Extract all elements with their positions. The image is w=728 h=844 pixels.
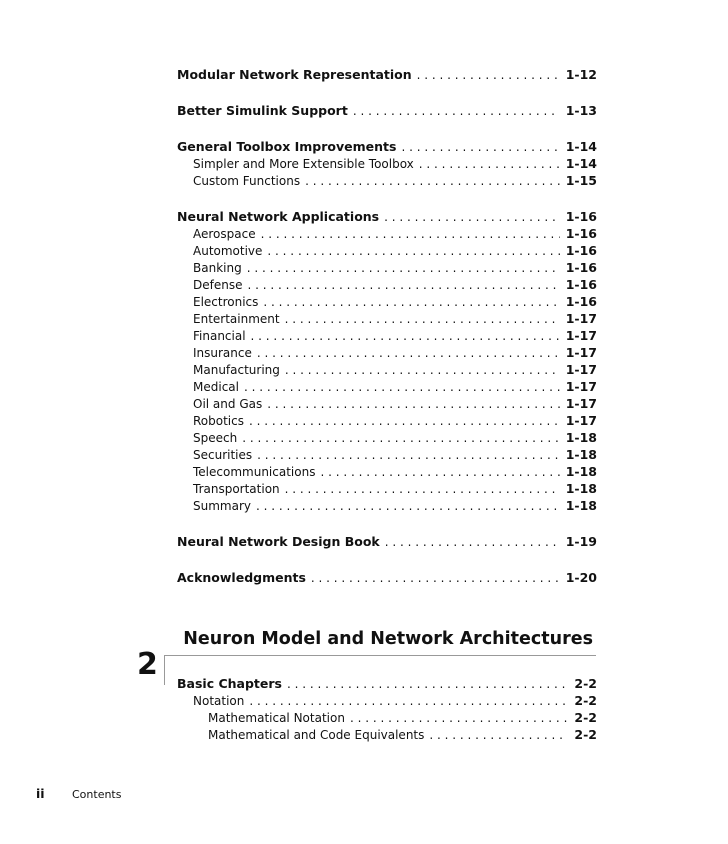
toc-entry-title: Neural Network Design Book — [177, 534, 380, 549]
toc-entry-page: 1-17 — [565, 328, 597, 343]
dot-leader — [242, 430, 560, 447]
toc-entry-title: Banking — [193, 261, 242, 275]
toc-entry-title: Mathematical Notation — [208, 711, 345, 725]
toc-entry-title: Electronics — [193, 295, 259, 309]
dot-leader — [247, 260, 560, 277]
toc-entry-title: Transportation — [193, 482, 280, 496]
toc-entry-title: Medical — [193, 380, 239, 394]
toc-entry-page: 1-19 — [565, 534, 597, 549]
toc-entry-page: 1-16 — [565, 277, 597, 292]
dot-leader — [350, 710, 568, 727]
toc-group — [177, 533, 597, 550]
toc-group — [177, 569, 597, 586]
dot-leader — [285, 362, 560, 379]
toc-entry[interactable] — [177, 361, 597, 378]
toc-entry-page: 1-16 — [565, 294, 597, 309]
toc-entry-title: Insurance — [193, 346, 252, 360]
dot-leader — [263, 294, 559, 311]
toc-entry[interactable] — [177, 395, 597, 412]
toc-entry-page: 1-12 — [565, 67, 597, 82]
dot-leader — [249, 413, 560, 430]
toc-entry[interactable] — [177, 446, 597, 463]
toc-entry-title: Notation — [193, 694, 245, 708]
toc-entry-title: Better Simulink Support — [177, 103, 348, 118]
toc-group — [177, 102, 597, 119]
toc-entry-title: Securities — [193, 448, 253, 462]
chapter-rule-horizontal — [164, 655, 596, 656]
toc-entry-title: Aerospace — [193, 227, 256, 241]
toc-entry-page: 2-2 — [574, 710, 597, 725]
toc-entry[interactable] — [177, 242, 597, 259]
dot-leader — [251, 328, 560, 345]
toc-entry-page: 1-18 — [565, 481, 597, 496]
toc-entry-title: Mathematical and Code Equivalents — [208, 728, 425, 742]
dot-leader — [256, 498, 560, 515]
toc-group — [177, 138, 597, 189]
toc-entry[interactable] — [177, 692, 597, 709]
toc-entry-page: 1-18 — [565, 464, 597, 479]
toc-entry-title: Acknowledgments — [177, 570, 306, 585]
footer-page-number: ii — [36, 786, 45, 801]
dot-leader — [244, 379, 560, 396]
toc-entry-page: 1-16 — [565, 226, 597, 241]
toc-entry[interactable] — [177, 138, 597, 155]
toc-entry[interactable] — [177, 480, 597, 497]
toc-entry-title: Basic Chapters — [177, 676, 282, 691]
toc-entry-title: Defense — [193, 278, 243, 292]
dot-leader — [257, 447, 560, 464]
toc-entry-page: 1-16 — [565, 209, 597, 224]
toc-entry-page: 1-13 — [565, 103, 597, 118]
toc-entry-title: Neural Network Applications — [177, 209, 380, 224]
toc-entry-page: 1-18 — [565, 430, 597, 445]
toc-entry-title: Telecommunications — [193, 465, 316, 479]
toc-entry-page: 1-17 — [565, 413, 597, 428]
dot-leader — [320, 464, 559, 481]
dot-leader — [401, 139, 559, 156]
toc-entry-page: 1-14 — [565, 156, 597, 171]
toc-entry-page: 1-14 — [565, 139, 597, 154]
toc-entry-title: Custom Functions — [193, 174, 301, 188]
toc-entry[interactable] — [177, 310, 597, 327]
page-footer — [36, 786, 121, 801]
toc-entry[interactable] — [177, 344, 597, 361]
dot-leader — [267, 243, 559, 260]
toc-entry[interactable] — [177, 675, 597, 692]
toc-entry-title: Financial — [193, 329, 246, 343]
toc-entry[interactable] — [177, 497, 597, 514]
toc-group — [177, 66, 597, 83]
toc-entry-title: Robotics — [193, 414, 244, 428]
dot-leader — [305, 173, 560, 190]
toc-entry[interactable] — [177, 378, 597, 395]
dot-leader — [267, 396, 559, 413]
toc-entry-page: 1-17 — [565, 379, 597, 394]
toc-entry[interactable] — [177, 172, 597, 189]
dot-leader — [385, 534, 560, 551]
dot-leader — [249, 693, 568, 710]
toc-entry[interactable] — [177, 259, 597, 276]
toc-entry-title: Speech — [193, 431, 238, 445]
toc-entry[interactable] — [177, 569, 597, 586]
dot-leader — [261, 226, 560, 243]
toc-entry-page: 2-2 — [574, 693, 597, 708]
toc-entry-page: 1-18 — [565, 447, 597, 462]
toc-entry-title: Entertainment — [193, 312, 280, 326]
toc-entry[interactable] — [177, 327, 597, 344]
toc-entry[interactable] — [177, 533, 597, 550]
toc-entry[interactable] — [177, 463, 597, 480]
toc-entry-page: 2-2 — [574, 676, 597, 691]
toc-entry[interactable] — [177, 412, 597, 429]
toc-entry[interactable] — [177, 726, 597, 743]
dot-leader — [419, 156, 560, 173]
toc-entry[interactable] — [177, 709, 597, 726]
toc-entry[interactable] — [177, 225, 597, 242]
toc-entry-title: Manufacturing — [193, 363, 280, 377]
toc-entry-page: 1-17 — [565, 362, 597, 377]
toc-entry-title: Automotive — [193, 244, 263, 258]
toc-entry-page: 1-18 — [565, 498, 597, 513]
toc-entry[interactable] — [177, 102, 597, 119]
toc-entry[interactable] — [177, 276, 597, 293]
dot-leader — [353, 103, 560, 120]
dot-leader — [384, 209, 560, 226]
toc-entry-title: General Toolbox Improvements — [177, 139, 397, 154]
table-of-contents — [177, 66, 597, 605]
chapter-number: 2 — [137, 647, 158, 682]
dot-leader — [285, 481, 560, 498]
toc-entry[interactable] — [177, 66, 597, 83]
toc-entry-page: 1-20 — [565, 570, 597, 585]
chapter-contents — [177, 675, 597, 743]
toc-group — [177, 208, 597, 514]
toc-entry[interactable] — [177, 429, 597, 446]
toc-entry-title: Summary — [193, 499, 251, 513]
toc-entry-page: 1-17 — [565, 345, 597, 360]
chapter-rule-vertical — [164, 655, 165, 685]
toc-entry-title: Oil and Gas — [193, 397, 263, 411]
footer-section: Contents — [72, 788, 122, 801]
toc-entry-page: 1-17 — [565, 311, 597, 326]
dot-leader — [417, 67, 560, 84]
toc-entry-page: 1-17 — [565, 396, 597, 411]
toc-entry-page: 2-2 — [574, 727, 597, 742]
chapter-title: Neuron Model and Network Architectures — [183, 629, 593, 649]
toc-entry[interactable] — [177, 293, 597, 310]
toc-entry-title: Simpler and More Extensible Toolbox — [193, 157, 414, 171]
dot-leader — [429, 727, 568, 744]
toc-entry-page: 1-16 — [565, 243, 597, 258]
dot-leader — [257, 345, 560, 362]
toc-entry-page: 1-15 — [565, 173, 597, 188]
toc-entry[interactable] — [177, 155, 597, 172]
dot-leader — [285, 311, 560, 328]
dot-leader — [311, 570, 560, 587]
toc-entry[interactable] — [177, 208, 597, 225]
toc-entry-page: 1-16 — [565, 260, 597, 275]
toc-entry-title: Modular Network Representation — [177, 67, 412, 82]
dot-leader — [247, 277, 559, 294]
dot-leader — [287, 676, 568, 693]
